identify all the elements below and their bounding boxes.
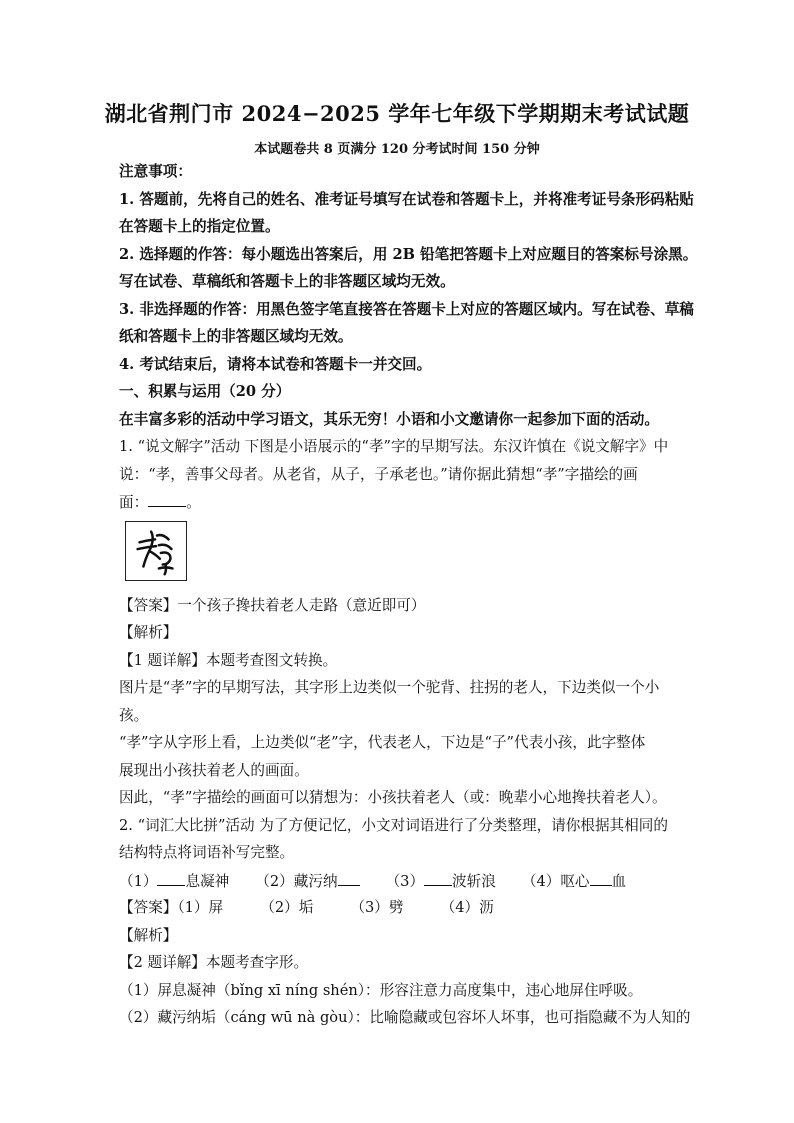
section-intro: 在丰富多彩的活动中学习语文，其乐无穷！小语和小文邀请你一起参加下面的活动。 — [119, 411, 659, 428]
notice-item-1-cont: 在答题卡上的指定位置。 — [119, 218, 280, 235]
question-1-detail-3: 因此，“孝”字描绘的画面可以猜想为：小孩扶着老人（或：晚辈小心地搀扶着老人）。 — [119, 789, 667, 806]
page-subtitle: 本试题卷共 8 页满分 120 分考试时间 150 分钟 — [254, 142, 540, 157]
option-4-text-a: 呕心 — [560, 873, 590, 890]
question-2-detail-heading: 【2 题详解】本题考查字形。 — [119, 954, 309, 971]
question-1-detail-2: “孝”字从字形上看，上边类似“老”字，代表老人，下边是“子”代表小孩，此字整体 — [119, 734, 646, 751]
question-2-detail-1: （1）屏息凝神（bǐng xī níng shén）：形容注意力高度集中，违心地屏住呼吸。 — [119, 982, 643, 999]
option-4-number: （4） — [521, 873, 561, 890]
notice-item-2: 2. 选择题的作答：每小题选出答案后，用 2B 铅笔把答题卡上对应题目的答案标号涂黑。 — [119, 246, 698, 263]
question-2-answer: 【答案】（1）屏 （2）垢 （3）劈 （4）沥 — [119, 899, 494, 916]
notice-item-3: 3. 非选择题的作答：用黑色签字笔直接答在答题卡上对应的答题区域内。写在试卷、草稿 — [119, 301, 694, 318]
question-1-line-3 — [119, 492, 201, 513]
question-1-detail-1-cont: 孩。 — [119, 707, 149, 724]
question-1-detail-heading: 【1 题详解】本题考查图文转换。 — [119, 652, 338, 669]
notice-item-1: 1. 答题前，先将自己的姓名、准考证号填写在试卷和答题卡上，并将准考证号条形码粘贴 — [119, 191, 694, 208]
page-title: 湖北省荆门市 2024−2025 学年七年级下学期期末考试试题 — [104, 101, 690, 126]
notice-item-4: 4. 考试结束后，请将本试卷和答题卡一并交回。 — [119, 356, 432, 373]
option-1-text: 息凝神 — [185, 873, 230, 890]
notice-item-3-cont: 纸和答题卡上的非答题区域均无效。 — [119, 328, 353, 345]
option-3-text: 波斩浪 — [452, 873, 496, 890]
question-1-analysis-label: 【解析】 — [119, 624, 178, 641]
question-1-line-1: 1. “说文解字”活动 下图是小语展示的“孝”字的早期写法。东汉许慎在《说文解字》中 — [119, 438, 669, 455]
option-3-number: （3） — [385, 873, 425, 890]
question-1-detail-2-cont: 展现出小孩扶着老人的画面。 — [119, 762, 309, 779]
question-2-options — [119, 871, 626, 892]
option-2-number: （2） — [255, 873, 294, 890]
option-1-blank[interactable] — [157, 871, 185, 886]
question-2-line-2: 结构特点将词语补写完整。 — [119, 844, 295, 861]
seal-script-xiao-glyph — [126, 522, 186, 580]
option-1-number: （1） — [119, 873, 158, 890]
question-2-detail-2: （2）藏污纳垢（cáng wū nà gòu）：比喻隐藏或包容坏人坏事，也可指隐藏不为人知的 — [119, 1009, 691, 1026]
option-2-blank[interactable] — [338, 871, 360, 886]
question-1-line-2: 说：“孝，善事父母者。从老省，从子，子承老也。”请你据此猜想“孝”字描绘的画 — [119, 466, 638, 483]
question-2-analysis-label: 【解析】 — [119, 927, 178, 944]
notice-heading: 注意事项： — [119, 163, 192, 180]
notice-item-2-cont: 写在试卷、草稿纸和答题卡上的非答题区域均无效。 — [119, 273, 455, 290]
seal-script-xiao-icon — [125, 521, 187, 581]
question-1-prefix: 面： — [119, 494, 149, 511]
answer-blank[interactable] — [148, 492, 186, 507]
question-1-suffix: 。 — [186, 494, 201, 511]
question-1-detail-1: 图片是“孝”字的早期写法，其字形上边类似一个驼背、拄拐的老人，下边类似一个小 — [119, 679, 660, 696]
section-heading: 一、积累与运用（20 分） — [119, 383, 291, 400]
option-3-blank[interactable] — [424, 871, 452, 886]
option-2-text: 藏污纳 — [293, 873, 338, 890]
option-4-text-b: 血 — [611, 873, 627, 890]
question-2-line-1: 2. “词汇大比拼”活动 为了方便记忆，小文对词语进行了分类整理，请你根据其相同的 — [119, 817, 668, 834]
option-4-blank[interactable] — [590, 871, 612, 886]
question-1-answer: 【答案】一个孩子搀扶着老人走路（意近即可） — [119, 597, 426, 614]
